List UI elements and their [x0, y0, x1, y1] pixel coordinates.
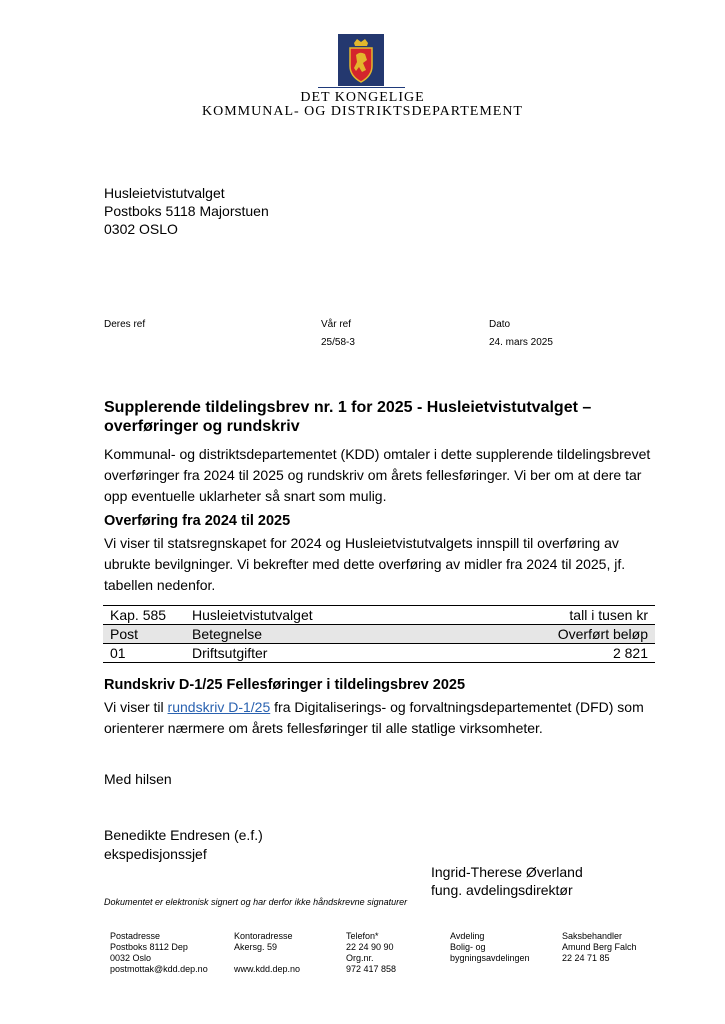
- footer-item: 0032 Oslo: [110, 953, 152, 963]
- table-header-row: [103, 606, 655, 625]
- section-text-rundskriv: [104, 697, 664, 739]
- footer-department: [450, 931, 530, 964]
- signer1-name: Benedikte Endresen (e.f.): [104, 827, 263, 843]
- footer-item: Saksbehandler: [562, 931, 623, 941]
- transfer-table: [103, 605, 655, 663]
- footer-case-officer: [562, 931, 637, 964]
- recipient-address: [104, 184, 269, 238]
- signer2-name: Ingrid-Therese Øverland: [431, 864, 583, 880]
- var-ref-label: Vår ref: [321, 319, 352, 330]
- footer-item: Postadresse: [110, 931, 161, 941]
- header-rule: [318, 87, 405, 88]
- intro-paragraph: Kommunal- og distriktsdepartementet (KDD) omtaler i dette supplerende tildelingsbrevet overføringer fra 2024 til 2025 og rundskriv om årets fellesføringer. Vi ber om at dere tar opp eventuelle uklarheter så snart som mulig.: [104, 446, 651, 504]
- dato-value: 24. mars 2025: [489, 337, 553, 348]
- table-unit: tall i tusen kr: [450, 606, 655, 625]
- footer-item: 22 24 71 85: [562, 953, 610, 963]
- rundskriv-text-after: fra Digitaliserings- og forvaltningsdepartementet (DFD) som orienterer nærmere om årets fellesføringer til alle statlige virksomheter.: [104, 699, 644, 736]
- footer-postal-address: [110, 931, 208, 975]
- closing-greeting: Med hilsen: [104, 771, 172, 787]
- table-col-post: Post: [103, 625, 185, 644]
- deres-ref-label: Deres ref: [104, 319, 146, 330]
- table-row-belop: 2 821: [450, 644, 655, 663]
- department-name-line1: DET KONGELIGE: [300, 90, 425, 105]
- footer-item: Kontoradresse: [234, 931, 293, 941]
- table-row-post: 01: [103, 644, 185, 663]
- letter-title: Supplerende tildelingsbrev nr. 1 for 2025 - Husleietvistutvalget – overføringer og rundskriv: [104, 399, 592, 435]
- footer-item: 972 417 858: [346, 964, 397, 974]
- footer-item: bygningsavdelingen: [450, 953, 530, 963]
- footer-item: Akersg. 59: [234, 942, 278, 952]
- rundskriv-link[interactable]: rundskriv D-1/25: [167, 699, 271, 715]
- var-ref-value: 25/58-3: [321, 337, 355, 348]
- footer-item: Telefon*: [346, 931, 379, 941]
- table-kap-name: Husleietvistutvalget: [185, 606, 450, 625]
- signer1-title: ekspedisjonssjef: [104, 846, 207, 862]
- recipient-city: 0302 OSLO: [104, 221, 178, 237]
- signature-note: Dokumentet er elektronisk signert og har derfor ikke håndskrevne signaturer: [104, 897, 408, 907]
- section-heading-transfer: Overføring fra 2024 til 2025: [104, 513, 291, 529]
- dato-label: Dato: [489, 319, 511, 330]
- footer-item: Postboks 8112 Dep: [110, 942, 188, 952]
- table-column-row: [103, 625, 655, 644]
- table-row-betegnelse: Driftsutgifter: [185, 644, 450, 663]
- table-col-belop: Overført beløp: [450, 625, 655, 644]
- table-kap: Kap. 585: [103, 606, 185, 625]
- footer-item: Bolig- og: [450, 942, 486, 952]
- coat-of-arms-logo: [338, 34, 384, 86]
- footer-email[interactable]: postmottak@kdd.dep.no: [110, 964, 208, 974]
- footer-item: Amund Berg Falch: [562, 942, 637, 952]
- rundskriv-text-before: Vi viser til: [104, 699, 168, 715]
- table-row: [103, 644, 655, 663]
- department-name-line2: KOMMUNAL- OG DISTRIKTSDEPARTEMENT: [202, 104, 523, 119]
- footer-item: Org.nr.: [346, 953, 374, 963]
- signer2-title: fung. avdelingsdirektør: [431, 882, 573, 898]
- footer-item: Avdeling: [450, 931, 485, 941]
- footer-website[interactable]: www.kdd.dep.no: [234, 964, 301, 974]
- table-col-betegnelse: Betegnelse: [185, 625, 450, 644]
- recipient-postbox: Postboks 5118 Majorstuen: [104, 203, 269, 219]
- footer-item: [234, 953, 300, 964]
- footer-item: 22 24 90 90: [346, 942, 394, 952]
- footer-phone: [346, 931, 396, 975]
- footer-office-address: [234, 931, 300, 975]
- recipient-name: Husleietvistutvalget: [104, 185, 225, 201]
- section-heading-rundskriv: Rundskriv D-1/25 Fellesføringer i tildelingsbrev 2025: [104, 677, 466, 693]
- section-text-transfer: Vi viser til statsregnskapet for 2024 og Husleietvistutvalgets innspill til overføring av ubrukte bevilgninger. Vi bekrefter med dette overføring av midler fra 2024 til 2025, jf. tabellen nedenfor.: [104, 535, 626, 593]
